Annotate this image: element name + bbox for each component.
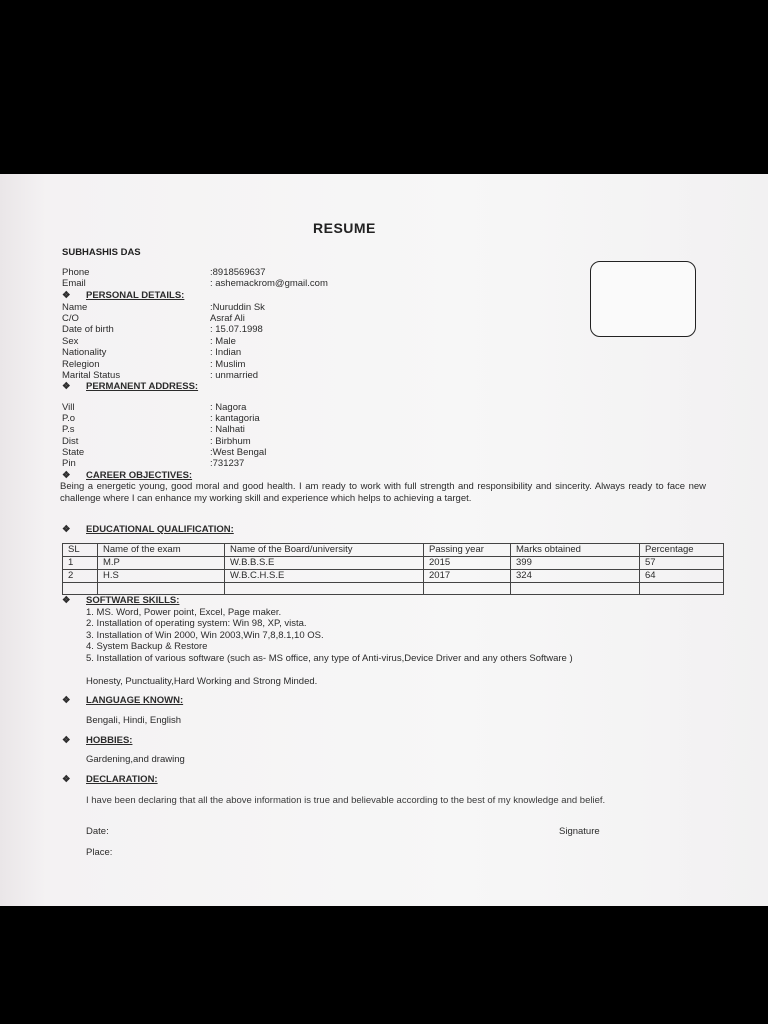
heading-text: SOFTWARE SKILLS: (86, 595, 180, 606)
career-objectives-heading (62, 470, 192, 481)
row-value: : Nagora (210, 402, 247, 413)
applicant-name: SUBHASHIS DAS (62, 247, 141, 258)
software-item: 3. Installation of Win 2000, Win 2003,Win 7,8,8.1,10 OS. (86, 630, 324, 641)
table-cell: 2015 (424, 557, 511, 570)
heading-text: CAREER OBJECTIVES: (86, 470, 193, 481)
row-value: :West Bengal (210, 447, 267, 458)
column-header: SL (63, 544, 98, 557)
table-cell: 64 (640, 570, 724, 583)
diamond-bullet-icon: ❖ (62, 470, 71, 481)
row-value: : Birbhum (210, 436, 251, 447)
diamond-bullet-icon: ❖ (62, 381, 71, 392)
column-header: Name of the exam (98, 544, 225, 557)
heading-text: EDUCATIONAL QUALIFICATION: (86, 524, 234, 535)
table-cell: 1 (63, 557, 98, 570)
row-label: C/O (62, 313, 79, 324)
table-cell (63, 583, 98, 595)
row-value: : Muslim (210, 359, 246, 370)
software-item: 5. Installation of various software (such as- MS office, any type of Anti-virus,Device Driver and any others Software ) (86, 653, 573, 664)
bottom-black-bar (0, 906, 768, 1024)
date-label: Date: (86, 826, 109, 837)
software-item: 4. System Backup & Restore (86, 641, 208, 652)
table-cell: H.S (98, 570, 225, 583)
table-cell: W.B.C.H.S.E (225, 570, 424, 583)
software-item: 1. MS. Word, Power point, Excel, Page maker. (86, 607, 282, 618)
row-value: : 15.07.1998 (210, 324, 263, 335)
column-header: Passing year (424, 544, 511, 557)
place-label: Place: (86, 847, 113, 858)
table-header-row (63, 544, 724, 557)
software-item: 2. Installation of operating system: Win 98, XP, vista. (86, 618, 307, 629)
table-cell: 399 (511, 557, 640, 570)
table-cell: 324 (511, 570, 640, 583)
column-header: Marks obtained (511, 544, 640, 557)
hobbies-text: Gardening,and drawing (86, 754, 185, 765)
photo-placeholder (590, 261, 696, 337)
table-cell (640, 583, 724, 595)
heading-text: DECLARATION: (86, 774, 158, 785)
table-row (63, 570, 724, 583)
table-cell (225, 583, 424, 595)
row-value: :731237 (210, 458, 245, 469)
table-cell: 2 (63, 570, 98, 583)
table-cell (511, 583, 640, 595)
table-cell (98, 583, 225, 595)
language-known-heading (62, 695, 183, 706)
row-label: P.s (62, 424, 75, 435)
declaration-text: I have been declaring that all the above information is true and believable according to the best of my knowledge and belief. (86, 795, 606, 806)
row-label: P.o (62, 413, 76, 424)
hobbies-heading (62, 735, 132, 746)
education-table (62, 543, 724, 595)
diamond-bullet-icon: ❖ (62, 774, 71, 785)
table-cell (424, 583, 511, 595)
contact-label: Email (62, 278, 86, 289)
top-black-bar (0, 0, 768, 174)
personal-details-heading (62, 290, 184, 301)
row-value: Asraf Ali (210, 313, 245, 324)
table-cell: 2017 (424, 570, 511, 583)
heading-text: PERSONAL DETAILS: (86, 290, 185, 301)
heading-text: LANGUAGE KNOWN: (86, 695, 184, 706)
career-objectives-text: Being a energetic young, good moral and good health. I am ready to work with full strength and responsibility and sincerity. Always ready to face new challenge where I can enhance my working skill and experience which helps to achieving a target. (60, 481, 706, 504)
row-label: Nationality (62, 347, 107, 358)
row-value: : Indian (210, 347, 242, 358)
column-header: Percentage (640, 544, 724, 557)
row-value: : Male (210, 336, 236, 347)
diamond-bullet-icon: ❖ (62, 595, 71, 606)
resume-title: RESUME (313, 220, 376, 236)
diamond-bullet-icon: ❖ (62, 290, 71, 301)
row-value: :Nuruddin Sk (210, 302, 265, 313)
diamond-bullet-icon: ❖ (62, 524, 71, 535)
column-header: Name of the Board/university (225, 544, 424, 557)
resume-page (0, 174, 768, 906)
row-label: Vill (62, 402, 75, 413)
row-label: Dist (62, 436, 79, 447)
row-label: Date of birth (62, 324, 114, 335)
row-label: Sex (62, 336, 79, 347)
row-value: : unmarried (210, 370, 259, 381)
software-skills-heading (62, 595, 179, 606)
row-label: Pin (62, 458, 76, 469)
table-cell: 57 (640, 557, 724, 570)
row-label: Relegion (62, 359, 100, 370)
permanent-address-heading (62, 381, 198, 392)
heading-text: PERMANENT ADDRESS: (86, 381, 199, 392)
row-value: : Nalhati (210, 424, 245, 435)
language-text: Bengali, Hindi, English (86, 715, 182, 726)
contact-value: :8918569637 (210, 267, 266, 278)
contact-value: : ashemackrom@gmail.com (210, 278, 328, 289)
row-label: State (62, 447, 85, 458)
table-row-empty (63, 583, 724, 595)
diamond-bullet-icon: ❖ (62, 695, 71, 706)
table-cell: M.P (98, 557, 225, 570)
row-label: Name (62, 302, 88, 313)
declaration-heading (62, 774, 158, 785)
row-label: Marital Status (62, 370, 121, 381)
row-value: : kantagoria (210, 413, 260, 424)
signature-label: Signature (559, 826, 600, 837)
table-cell: W.B.B.S.E (225, 557, 424, 570)
personal-qualities: Honesty, Punctuality,Hard Working and Strong Minded. (86, 676, 318, 687)
diamond-bullet-icon: ❖ (62, 735, 71, 746)
heading-text: HOBBIES: (86, 735, 133, 746)
contact-label: Phone (62, 267, 90, 278)
table-row (63, 557, 724, 570)
educational-qualification-heading (62, 524, 234, 535)
